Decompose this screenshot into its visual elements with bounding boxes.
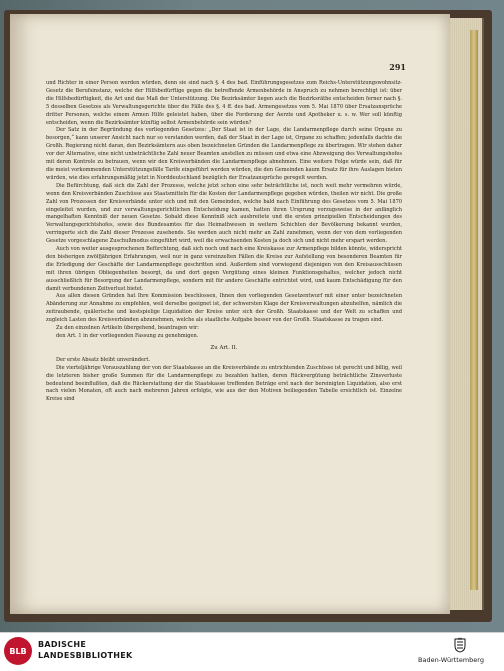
library-name-line1: BADISCHE <box>38 640 87 649</box>
page-number: 291 <box>389 62 406 72</box>
paragraph: den Art. 1 in der vorliegenden Fassung zu genehmigen. <box>56 333 199 339</box>
page-text <box>46 80 402 585</box>
paragraph: Auch von weiter ausgesprochenen Befürchtung, daß sich noch und nach eine Kreiskasse zur Armenpflege bilden könnte, widerspricht den bisherigen zwölfjährigen Erfahrungen, weil nur in ganz vereinzelten Fällen die Kreise zur Aufstellung von besonderen Beamten für die Erledigung der Geschäfte der Landarmenpflege geschritten sind. Außerdem sind vorwiegend diejenigen von den Kreisausschüssen mit ihren übrigen Obliegenheiten besorgt, da und dort gegen Vergütung eines kleinen Funktionsgehaltes, welcher jedoch nicht ausschließlich für Besorgung der Landarmenpflege, sondern mit für andere Geschäfte entrichtet wird, und kaum Entschädigung für den damit verbundenen Zeitverlust bietet. <box>46 246 402 292</box>
footer-bar <box>0 632 504 671</box>
paragraph: Die Befürchtung, daß sich die Zahl der Prozesse, welche jetzt schon eine sehr beträchtliche ist, noch weit mehr vermehren würde, wenn den Kreisverbänden Zuschüsse aus Staatsmitteln für die Kosten der Landarmenpflege gegeben würden, theilen wir nicht. Die große Zahl von Prozessen der Kreisverbände unter sich und mit den Gemeinden, welche bald nach Einführung des Gesetzes vom 5. Mai 1870 eingeleitet wurden, und zur verwaltungsgerichtlichen Entscheidung kamen, hatten ihren Ursprung vorzugsweise in der anfänglich mangelhaften Kenntniß der neuen Gesetze. Sobald diese Kenntniß sich ausbreitete und die ersten prinzipiellen Entscheidungen des Verwaltungsgerichtshofes, sowie des Bundesamtes für das Heimathwesen in weitern Schichten der Bevölkerung bekannt wurden, verringerte sich die Zahl dieser Prozesse zusehends. Sie werden auch nicht mehr an Zahl zunehmen, wenn der von dem vorliegenden Gesetze vorgeschlagene Zuschußmodus eingeführt wird, weil die erwachsenden Kosten ja doch sich und nicht mehr erspart werden. <box>46 182 402 245</box>
paragraph: und Richter in einer Person werden würden, denn sie sind nach §. 4 des bad. Einführungsgesetzes zum Reichs-Unterstützungswohnsitz-Gesetz die Berufsinstanz, welche der Hilfsbedürftige gegen die betreffende Armenbehörde in Anspruch zu nehmen berechtigt ist: über die Hilfsbedürftigkeit, die Art und das Maß der Unterstützung. Die Bezirksämter liegen auch die Bezirksräthe entscheiden ferner nach §. 5 desselben Gesetzes als Verwaltungsgerichte über die Fälle des §. 4 ff. des bad. Armengesetzes vom 5. Mai 1870 über Ersatzansprüche dritter Personen, welche einem Armen Hilfe geleistet haben, über die Forderung der Aerzte und Apotheker u. s. w. Wer soll künftig entscheiden, wenn die Bezirksämter künftig selbst Armenbehörde sein würden? <box>46 80 402 126</box>
blb-logo[interactable]: BLB <box>4 637 32 665</box>
book-gilt-edge <box>470 30 478 590</box>
paragraph: Der Satz in der Begründung des vorliegenden Gesetzes: „Der Staat ist in der Lage, die Landarmenpflege durch seine Organe zu besorgen,“ kann unserer Ansicht nach nur so verstanden werden, daß der Staat in der Lage ist, Organe zu schaffen; jedenfalls dachte die Großh. Regierung nicht daran, den Bezirksämtern aus oben bezeichneten Gründen die Landarmenpflege zu übertragen. Wir stehen daher vor der Alternative, eine nicht unbeträchtliche Zahl neuer Beamten anstellen zu müssen und etwa eine Abzweigung des Verwaltungshofes mit deren Kontrole zu betrauen, wenn wir den Kreisverbänden die Landarmenpflege abnehmen. Eine weitere Folge würde sein, daß für die meist vorkommenden Unterstützungsfälle Tarife eingeführt werden würden, die den Gemeinden kaum Ersatz für ihre Auslagen bieten würden, wie dies erfahrungsmäßig jetzt in Norddeutschland bezüglich der Ersatzansprüche geregelt werden. <box>46 127 402 181</box>
paragraph: Der erste Absatz bleibt unverändert. <box>56 356 151 363</box>
paragraph: Zu den einzelnen Artikeln übergehend, beantragen wir: <box>56 325 199 332</box>
library-name-line2: LANDESBIBLIOTHEK <box>38 651 133 660</box>
paragraph: Aus allen diesen Gründen hat Ihre Kommission beschlossen, Ihnen den vorliegenden Gesetzentwurf mit einer unter bezeichneten Abänderung zur Annahme zu empfehlen, weil derselbe geeignet ist, der schwersten Klage der Kreisverwaltungen abzuhelfen, nämlich die zeitraubende, quälerische und kostspielige Liquidation der Kreise unter sich der Großh. Staatskasse und der Welt zu schaffen und zugleich Lasten des Kreisverbänden abzunehmen, welche als staatliche Aufgabe besser von der Großh. Staatskasse zu tragen sind. <box>46 293 402 324</box>
section-heading: Zu Art. II. <box>210 344 238 351</box>
coat-of-arms-icon <box>452 637 468 653</box>
library-name[interactable] <box>38 639 133 661</box>
paragraph: Die vierteljährige Vorauszahlung der von der Staatskasse an die Kreisverbände zu entrichtenden Zuschüsse ist gerecht und billig, weil die letzteren bisher große Summen für die Landarmenpflege zu bezahlen hatten, deren Rückvergütung beträchtliche Zinsverluste bedeutend beeinflußten, daß die Rückerstattung der die Staatskasse treffenden Beträge erst nach der bereinigten Liquidation, also erst nach vielen Monaten, oft auch nach mehreren Jahren erfolgte, wie aus der den Motiven beiliegenden Tabelle ersichtlich ist. Einzelne Kreise sind <box>46 364 402 403</box>
state-name: Baden-Württemberg <box>418 656 484 664</box>
